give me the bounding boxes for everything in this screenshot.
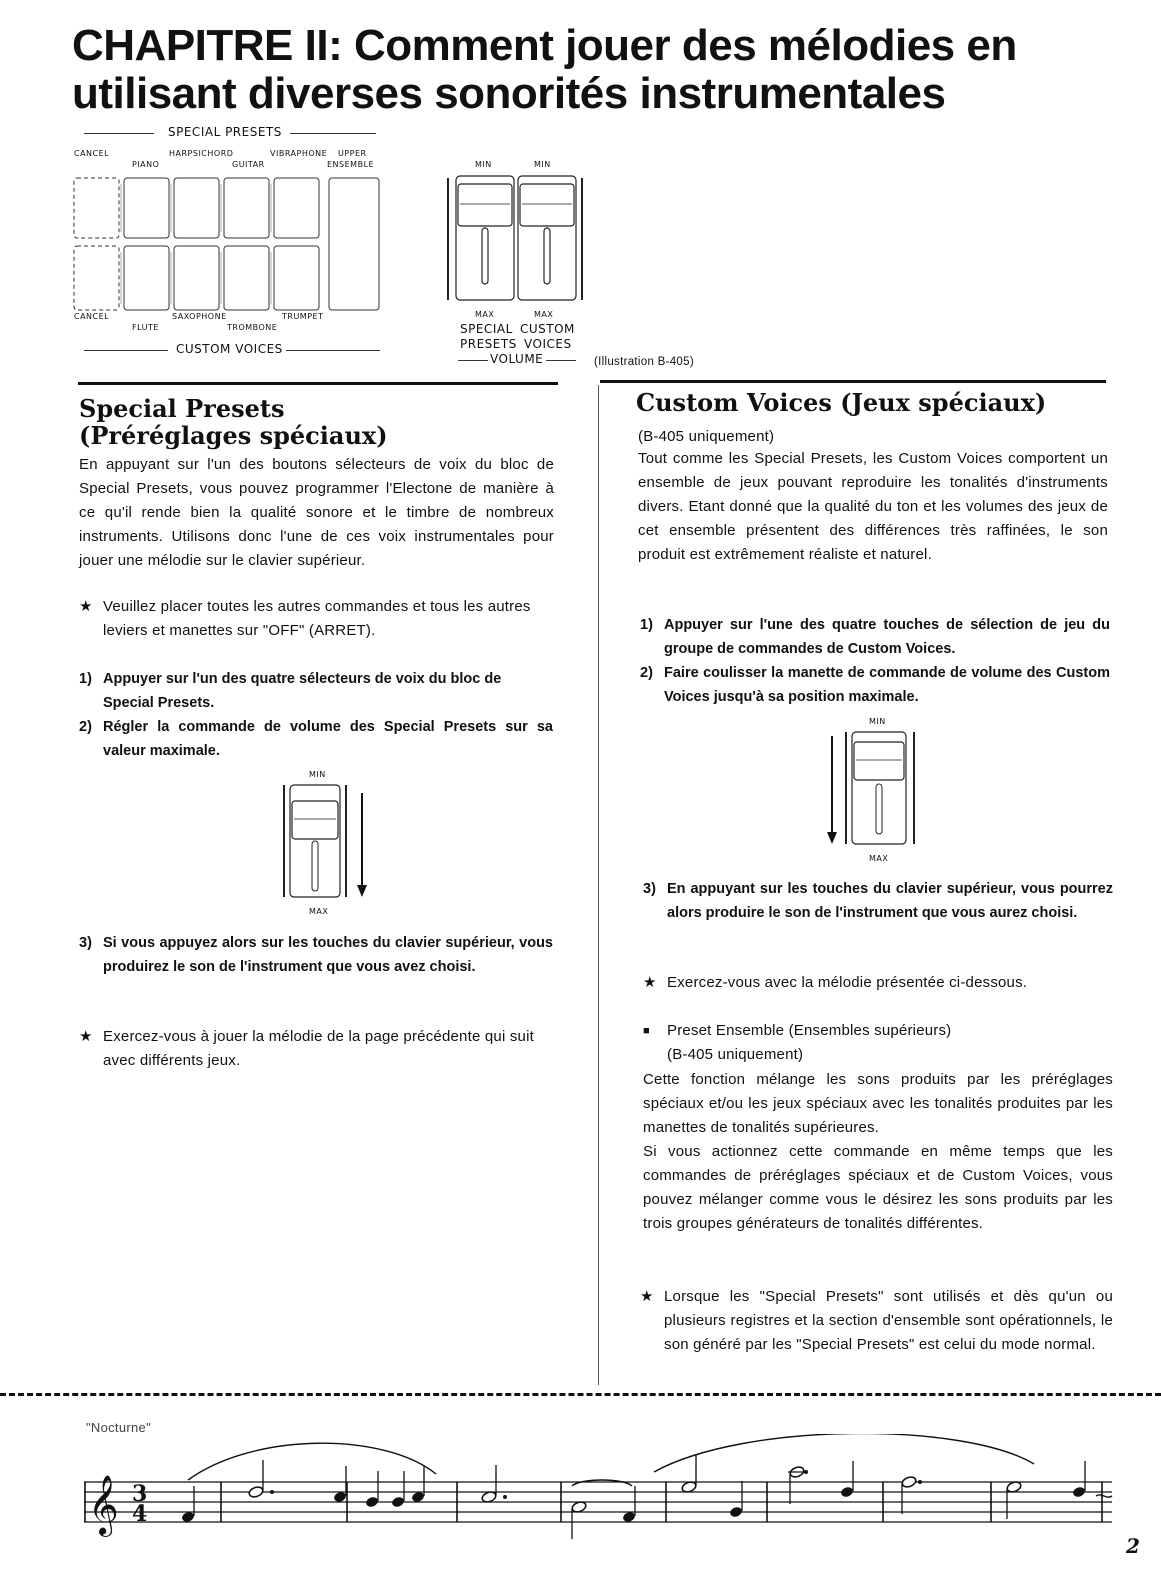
star-icon: ★ bbox=[79, 598, 93, 615]
right-fader-min-label: MIN bbox=[869, 717, 886, 726]
illustration-caption: (Illustration B-405) bbox=[594, 356, 694, 368]
note bbox=[391, 1496, 405, 1509]
right-volume-fader bbox=[822, 728, 922, 848]
half-note bbox=[248, 1485, 264, 1498]
star-icon: ★ bbox=[640, 1288, 654, 1305]
time-signature-bottom: 4 bbox=[132, 1501, 148, 1527]
fader2-max-label: MAX bbox=[534, 310, 554, 319]
dashed-separator bbox=[0, 1393, 1161, 1396]
square-bullet-icon: ■ bbox=[643, 1025, 650, 1037]
upper-ensemble-button bbox=[329, 178, 379, 310]
right-fader-max-label: MAX bbox=[869, 854, 889, 863]
fader1-max-label: MAX bbox=[475, 310, 495, 319]
flute-button bbox=[124, 246, 169, 310]
guitar-button bbox=[224, 178, 269, 238]
custom-voices-fader-knob bbox=[520, 184, 574, 226]
trumpet-button bbox=[274, 246, 319, 310]
star-icon: ★ bbox=[79, 1028, 93, 1045]
voice-buttons-grid bbox=[72, 170, 384, 315]
trumpet-label: TRUMPET bbox=[282, 312, 324, 321]
special-presets-fader-knob bbox=[458, 184, 512, 226]
trombone-button bbox=[224, 246, 269, 310]
star-icon: ★ bbox=[643, 974, 657, 991]
column-divider bbox=[598, 385, 599, 1385]
fader1-special-label: SPECIAL bbox=[460, 322, 513, 336]
chapter-title: CHAPITRE II: Comment jouer des mélodies en utilisant diverses sonorités instrumentales bbox=[72, 21, 1017, 118]
cancel-custom-button bbox=[74, 246, 119, 310]
custom-voices-intro: Tout comme les Special Presets, les Custom Voices comportent un ensemble de jeux pouvant reproduire les tonalités d'instruments divers. Etant donné que la qualité du ton et les volumes des jeux de cet ensemble présentent des différences très raffinées, le son produit est extrêmement réaliste et naturel. bbox=[638, 450, 1108, 563]
left-fader-max-label: MAX bbox=[309, 907, 329, 916]
cancel-preset-button bbox=[74, 178, 119, 238]
custom-voices-heading: Custom Voices (Jeux spéciaux) bbox=[636, 388, 1047, 417]
preset-ensemble-text-1: Cette fonction mélange les sons produits par les préréglages spéciaux et/ou les jeux spéciaux avec les tonalités produites par les manettes de tonalités supérieures. bbox=[643, 1071, 1113, 1136]
fader1-min-label: MIN bbox=[475, 160, 492, 169]
fader2-custom-label: CUSTOM bbox=[520, 322, 575, 336]
fader2-min-label: MIN bbox=[534, 160, 551, 169]
ensemble-label: ENSEMBLE bbox=[327, 160, 375, 169]
preset-ensemble-model-note: (B-405 uniquement) bbox=[667, 1046, 804, 1063]
special-presets-heading: Special Presets bbox=[79, 394, 285, 423]
note bbox=[729, 1506, 743, 1519]
left-fader-min-label: MIN bbox=[309, 770, 326, 779]
piano-label: PIANO bbox=[132, 160, 160, 169]
volume-faders bbox=[442, 172, 592, 304]
flute-label: FLUTE bbox=[132, 323, 159, 332]
time-signature-top: 3 bbox=[132, 1481, 148, 1507]
piano-button bbox=[124, 178, 169, 238]
cancel-label-bottom: CANCEL bbox=[74, 312, 110, 321]
preset-ensemble-text-2: Si vous actionnez cette commande en même temps que les commandes de préréglages spéciaux et de Custom Voices, vous pouvez mélanger comme vous le désirez les sons produits par les trois groupes générateurs de tonalités différentes. bbox=[643, 1143, 1113, 1232]
trombone-label: TROMBONE bbox=[227, 323, 278, 332]
treble-clef-icon: 𝄞 bbox=[88, 1475, 119, 1535]
page-number: 2 bbox=[1126, 1534, 1140, 1558]
guitar-label: GUITAR bbox=[232, 160, 265, 169]
vibraphone-label: VIBRAPHONE bbox=[270, 149, 328, 158]
custom-voices-model-note: (B-405 uniquement) bbox=[638, 428, 775, 445]
half-note bbox=[901, 1475, 917, 1488]
upper-label: UPPER bbox=[338, 149, 367, 158]
note bbox=[1072, 1486, 1086, 1499]
custom-voices-label: CUSTOM VOICES bbox=[176, 342, 283, 356]
piece-title: "Nocturne" bbox=[86, 1420, 151, 1435]
music-staff bbox=[84, 1434, 1114, 1564]
special-presets-intro: En appuyant sur l'un des boutons sélecteurs de voix du bloc de Special Presets, vous pouvez programmer l'Electone de manière à ce qu'il rende bien la qualité sonore et le timbre de nombreux instruments. Utilisons donc l'une de ces voix instrumentales pour jouer une mélodie sur le clavier supérieur. bbox=[79, 456, 554, 569]
note bbox=[365, 1496, 379, 1509]
left-volume-fader bbox=[280, 781, 372, 901]
special-presets-label: SPECIAL PRESETS bbox=[168, 125, 282, 139]
special-presets-subheading: (Préréglages spéciaux) bbox=[79, 421, 388, 450]
harpsichord-button bbox=[174, 178, 219, 238]
vibraphone-button bbox=[274, 178, 319, 238]
volume-label: VOLUME bbox=[490, 352, 544, 366]
saxophone-label: SAXOPHONE bbox=[172, 312, 227, 321]
note bbox=[840, 1486, 854, 1499]
fader1-presets-label: PRESETS bbox=[460, 337, 517, 351]
control-panel-illustration bbox=[72, 122, 772, 372]
fader2-voices-label: VOICES bbox=[524, 337, 572, 351]
cancel-label-top: CANCEL bbox=[74, 149, 110, 158]
harpsichord-label: HARPSICHORD bbox=[169, 149, 234, 158]
saxophone-button bbox=[174, 246, 219, 310]
